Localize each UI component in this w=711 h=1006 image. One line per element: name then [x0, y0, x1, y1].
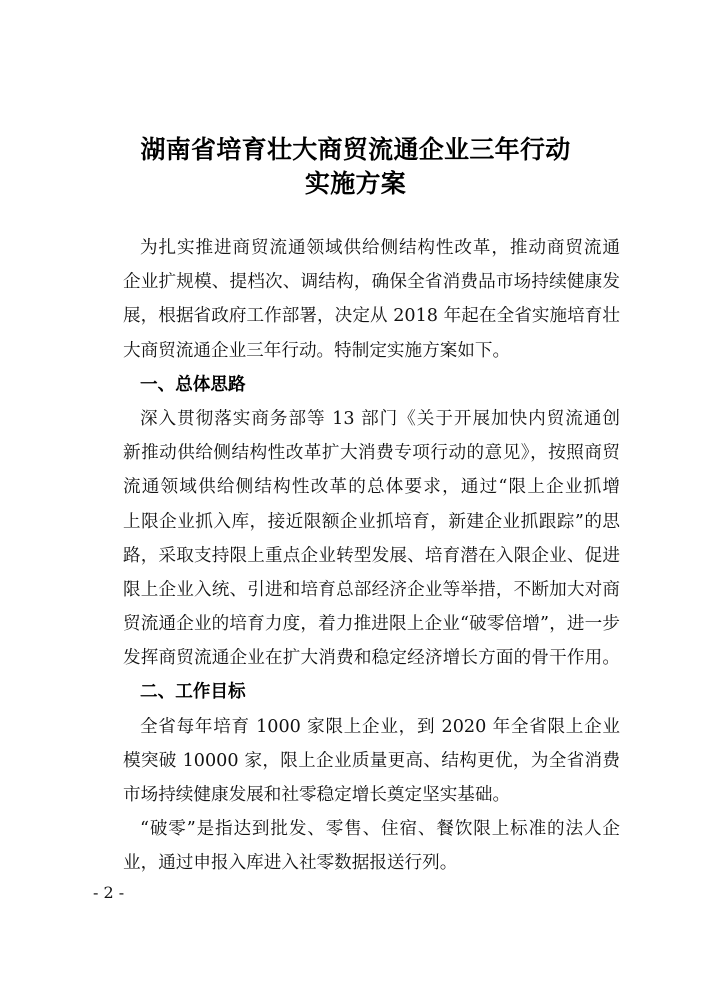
- page-number: - 2 -: [93, 883, 125, 902]
- section2-paragraph-2: [123, 812, 620, 880]
- body-line: 发挥商贸流通企业在扩大消费和稳定经济增长方面的骨干作用。: [123, 648, 620, 669]
- body-line: 业，通过申报入库进入社零数据报送行列。: [123, 853, 458, 874]
- body-line: 贸流通企业的培育力度，着力推进限上企业“破零倍增”，进一步: [123, 614, 620, 635]
- body-line: “破零”是指达到批发、零售、住宿、餐饮限上标准的法人企: [140, 819, 620, 840]
- title-line-1: 湖南省培育壮大商贸流通企业三年行动: [140, 135, 571, 164]
- body-line: 企业扩规模、提档次、调结构，确保全省消费品市场持续健康发: [123, 272, 620, 293]
- title-line-2: 实施方案: [304, 169, 407, 198]
- body-line: 上限企业抓入库，接近限额企业抓培育，新建企业抓跟踪”的思: [123, 511, 620, 532]
- section-heading-work-goals: 二、工作目标: [140, 682, 246, 703]
- body-line: 为扎实推进商贸流通领域供给侧结构性改革，推动商贸流通: [140, 238, 620, 258]
- body-line: 展，根据省政府工作部署，决定从 2018 年起在全省实施培育壮: [123, 306, 620, 327]
- section1-paragraph: [123, 402, 620, 676]
- body-line: 新推动供给侧结构性改革扩大消费专项行动的意见》，按照商贸: [123, 443, 620, 464]
- document-body: [123, 231, 620, 881]
- body-line: 路，采取支持限上重点企业转型发展、培育潜在入限企业、促进: [123, 545, 620, 566]
- body-line: 市场持续健康发展和社零稳定增长奠定坚实基础。: [123, 785, 511, 805]
- body-line: 深入贯彻落实商务部等 13 部门《关于开展加快内贸流通创: [140, 408, 620, 429]
- document-title: [0, 133, 711, 201]
- body-line: 大商贸流通企业三年行动。特制定实施方案如下。: [123, 340, 511, 361]
- section-heading-overall-approach: 一、总体思路: [140, 374, 246, 395]
- body-line: 限上企业入统、引进和培育总部经济企业等举措，不断加大对商: [123, 579, 620, 600]
- section2-paragraph-1: [123, 710, 620, 813]
- body-line: 全省每年培育 1000 家限上企业，到 2020 年全省限上企业: [140, 716, 620, 737]
- intro-paragraph: [123, 231, 620, 368]
- body-line: 模突破 10000 家，限上企业质量更高、结构更优，为全省消费: [123, 750, 620, 771]
- body-line: 流通领域供给侧结构性改革的总体要求，通过“限上企业抓增: [123, 477, 620, 498]
